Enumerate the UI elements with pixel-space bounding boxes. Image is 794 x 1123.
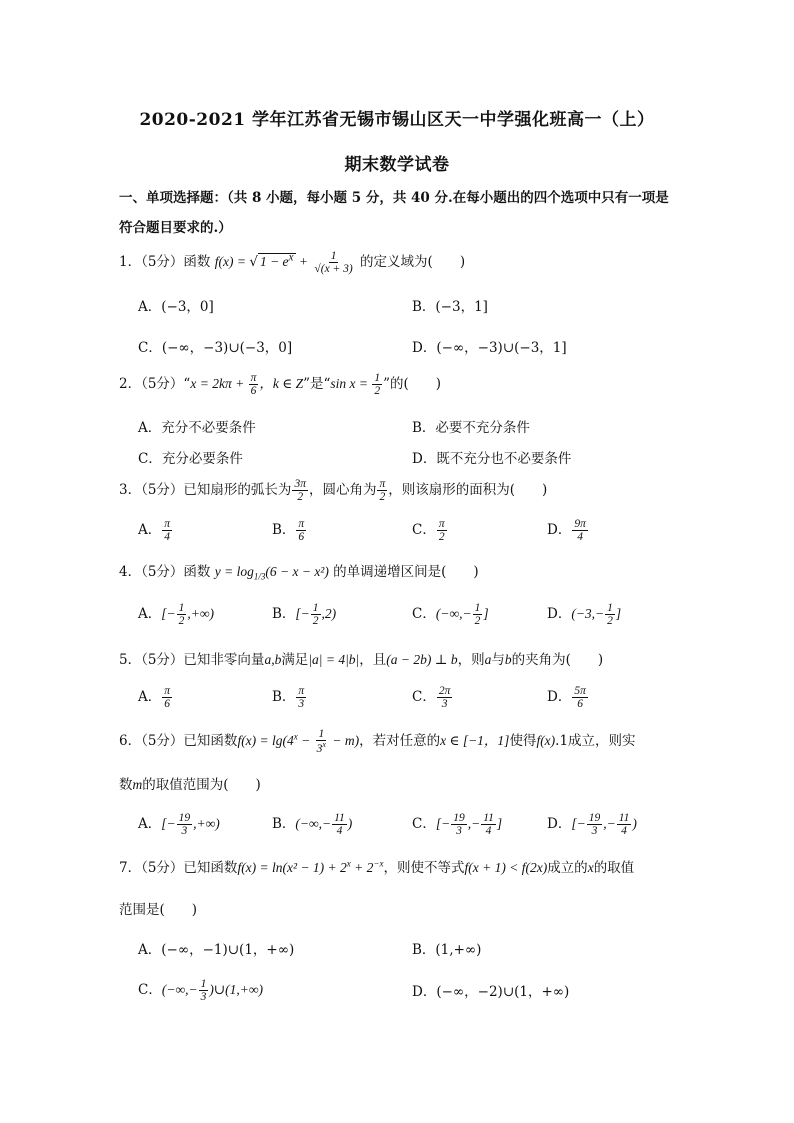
question-2-stem: 2．（5分）“x = 2kπ + $\frac{\pi}{6}$ ，k ∈ Z”是“sin x = $\frac{1}{2}$ ”的( ) [119,372,442,398]
question-4-stem: 4．（5分）函数 $y = \log_{1/3}(6 - x - x^2)$ 的单调递增区间是( ) [119,564,479,582]
question-6-option-d[interactable]: D．[− $\frac{19}{3}$ ,− $\frac{11}{4}$ ) [547,812,637,838]
question-1-option-a[interactable]: A．(−3，0] [138,299,214,315]
question-2-option-a[interactable]: A．充分不必要条件 [138,420,256,436]
question-7-option-d[interactable]: D．(−∞，−2)∪(1，+∞) [412,984,570,1000]
question-6-option-a[interactable]: A．[− $\frac{19}{3}$ ,+∞) [138,812,220,838]
exam-title-line1: 2020-2021 学年江苏省无锡市锡山区天一中学强化班高一（上） [139,110,655,130]
question-5-option-a[interactable]: A． $\frac{\pi}{6}$ [138,685,171,711]
question-3-stem: 3．（5分）已知扇形的弧长为 $\frac{3\pi}{2}$ ，圆心角为 $\frac{\pi}{2}$ ，则该扇形的面积为( ) [119,478,548,504]
question-7-option-b[interactable]: B．(1,+∞) [412,942,482,958]
question-5-option-c[interactable]: C． $\frac{2\pi}{3}$ [412,685,451,711]
question-7-stem-line1: 7．（5分）已知函数$f(x) = \ln(x^2 - 1) + 2^x + 2^{-x}$，则使不等式f(x + 1) < f(2x)成立的x的取值 [119,858,635,876]
question-3-option-a[interactable]: A． $\frac{\pi}{4}$ [138,518,171,544]
question-5-option-b[interactable]: B． $\frac{\pi}{3}$ [272,685,305,711]
section-heading-line1: 一、单项选择题：（共 8 小题，每小题 5 分，共 40 分.在每小题出的四个选项中只有一项是 [119,190,669,206]
question-6-stem-line1: 6．（5分）已知函数$f(x) = \lg(4^x$ − $\frac{1}{3^x}$ − m)，若对任意的x ∈ [−1，1]使得f(x).1成立，则实 [119,728,636,755]
question-4-option-c[interactable]: C．(−∞,− $\frac{1}{2}$ ] [412,602,489,628]
question-4-option-b[interactable]: B．[− $\frac{1}{2}$ ,2) [272,602,337,628]
question-5-option-d[interactable]: D． $\frac{5\pi}{6}$ [547,685,586,711]
exam-title-line2: 期末数学试卷 [344,155,450,175]
question-4-option-a[interactable]: A．[− $\frac{1}{2}$ ,+∞) [138,602,214,628]
question-2-option-b[interactable]: B．必要不充分条件 [412,420,530,436]
question-3-option-c[interactable]: C． $\frac{\pi}{2}$ [412,518,445,544]
question-2-option-c[interactable]: C．充分必要条件 [138,451,243,467]
question-3-option-d[interactable]: D． $\frac{9\pi}{4}$ [547,518,586,544]
question-1-option-c[interactable]: C．(−∞，−3)∪(−3，0] [138,340,293,356]
question-2-option-d[interactable]: D．既不充分也不必要条件 [412,451,572,467]
question-6-option-b[interactable]: B．(−∞,− $\frac{11}{4}$ ) [272,812,353,838]
question-6-option-c[interactable]: C．[− $\frac{19}{3}$ ,− $\frac{11}{4}$ ] [412,812,503,838]
question-1-option-b[interactable]: B．(−3，1] [412,299,488,315]
question-5-stem: 5．（5分）已知非零向量a,b满足|a| = 4|b|，且(a − 2b) ⊥ b，则a与b的夹角为( ) [119,652,604,668]
question-7-option-c[interactable]: C．(−∞,− $\frac{1}{3}$ )∪(1,+∞) [138,978,263,1004]
section-heading-line2: 符合题目要求的.） [119,220,232,236]
question-1-stem: 1．（5分）函数 f(x) = √ $1 - e^x$ + $\frac{1}{√(x + 3)}$ 的定义域为( ) [119,250,466,276]
question-7-option-a[interactable]: A．(−∞，−1)∪(1，+∞) [138,942,295,958]
question-6-stem-line2: 数m的取值范围为( ) [119,777,261,793]
question-1-option-d[interactable]: D．(−∞，−3)∪(−3，1] [412,340,567,356]
question-4-option-d[interactable]: D．(−3,− $\frac{1}{2}$ ] [547,602,622,628]
question-7-stem-line2: 范围是( ) [119,902,198,918]
question-3-option-b[interactable]: B． $\frac{\pi}{6}$ [272,518,305,544]
